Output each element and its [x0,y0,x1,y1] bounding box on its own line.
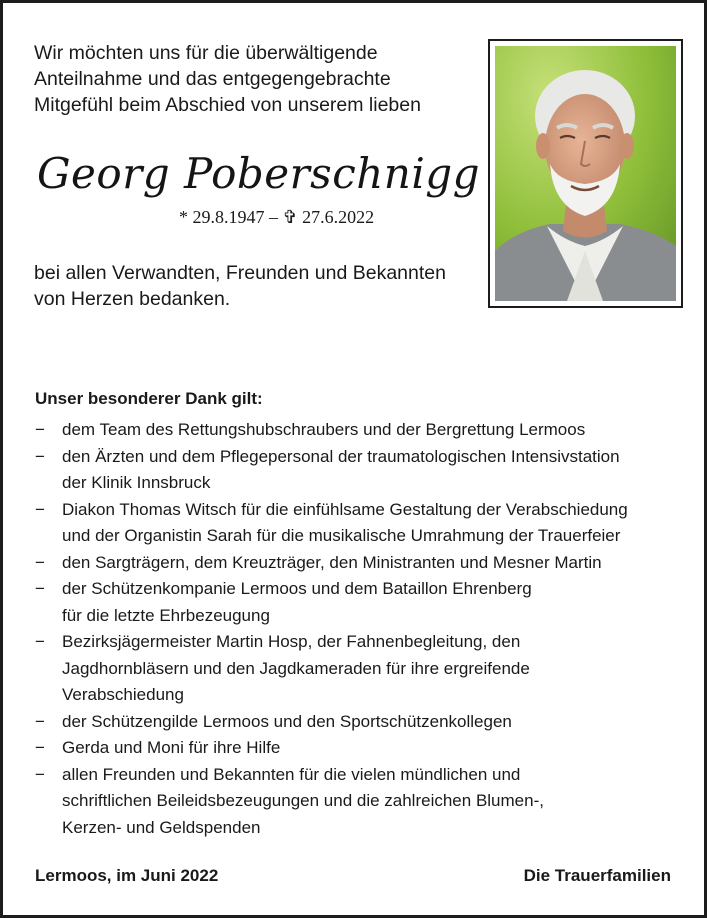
list-item-line: schriftlichen Beileidsbezeugungen und die zahlreichen Blumen-, [62,791,544,810]
dash-icon: − [35,552,45,572]
special-thanks-list [35,417,675,841]
list-item-line: und der Organistin Sarah für die musikalische Umrahmung der Trauerfeier [62,526,621,545]
portrait-frame [488,39,683,308]
list-item [35,497,675,550]
intro-line: Mitgefühl beim Abschied von unserem lieben [34,94,421,116]
dash-icon: − [35,579,45,598]
list-item [35,444,675,497]
place-date: Lermoos, im Juni 2022 [35,866,219,885]
dash-icon: − [35,711,45,731]
list-item-line: allen Freunden und Bekannten für die vielen mündlichen und [62,764,521,784]
dash-icon: − [35,420,45,439]
list-item [35,762,675,842]
thanks-text [34,260,484,312]
list-item-line: Diakon Thomas Witsch für die einfühlsame Gestaltung der Verabschiedung [62,499,628,519]
list-item [35,576,675,629]
signature: Die Trauerfamilien [523,866,671,885]
list-item-line: Gerda und Moni für ihre Hilfe [62,738,281,757]
life-dates: * 29.8.1947 – ✞ 27.6.2022 [179,207,375,227]
dash-icon: − [35,632,45,651]
list-item-line: Verabschiedung [62,685,184,704]
dash-icon: − [35,738,45,757]
intro-line: Anteilnahme und das entgegengebrachte [34,68,391,90]
dash-icon: − [35,446,45,466]
deceased-name: Georg Poberschnigg [37,149,481,198]
list-item-line: den Sargträgern, dem Kreuzträger, den Ministranten und Mesner Martin [62,552,602,572]
list-item [35,629,675,709]
dash-icon: − [35,764,45,784]
dash-icon: − [35,499,45,519]
list-item-line: Kerzen- und Geldspenden [62,817,261,837]
list-item-line: der Schützengilde Lermoos und den Sportschützenkollegen [62,711,512,731]
list-item-line: dem Team des Rettungshubschraubers und der Bergrettung Lermoos [62,420,586,439]
list-item-line: Bezirksjägermeister Martin Hosp, der Fahnenbegleitung, den [62,632,521,651]
intro-line: Wir möchten uns für die überwältigende [34,42,378,64]
list-item-line: den Ärzten und dem Pflegepersonal der traumatologischen Intensivstation [62,446,620,466]
list-item [35,735,675,762]
thanks-line: von Herzen bedanken. [34,288,231,310]
list-item-line: der Schützenkompanie Lermoos und dem Bataillon Ehrenberg [62,579,532,598]
portrait-photo [495,46,676,301]
list-item-line: Jagdhornbläsern und den Jagdkameraden für ihre ergreifende [62,658,530,678]
intro-text [34,40,484,118]
list-item-line: für die letzte Ehrbezeugung [62,605,270,625]
list-item [35,417,675,444]
list-item [35,550,675,577]
list-item-line: der Klinik Innsbruck [62,473,211,492]
list-item [35,709,675,736]
special-thanks-heading: Unser besonderer Dank gilt: [35,389,263,408]
thanks-line: bei allen Verwandten, Freunden und Bekannten [34,262,446,284]
